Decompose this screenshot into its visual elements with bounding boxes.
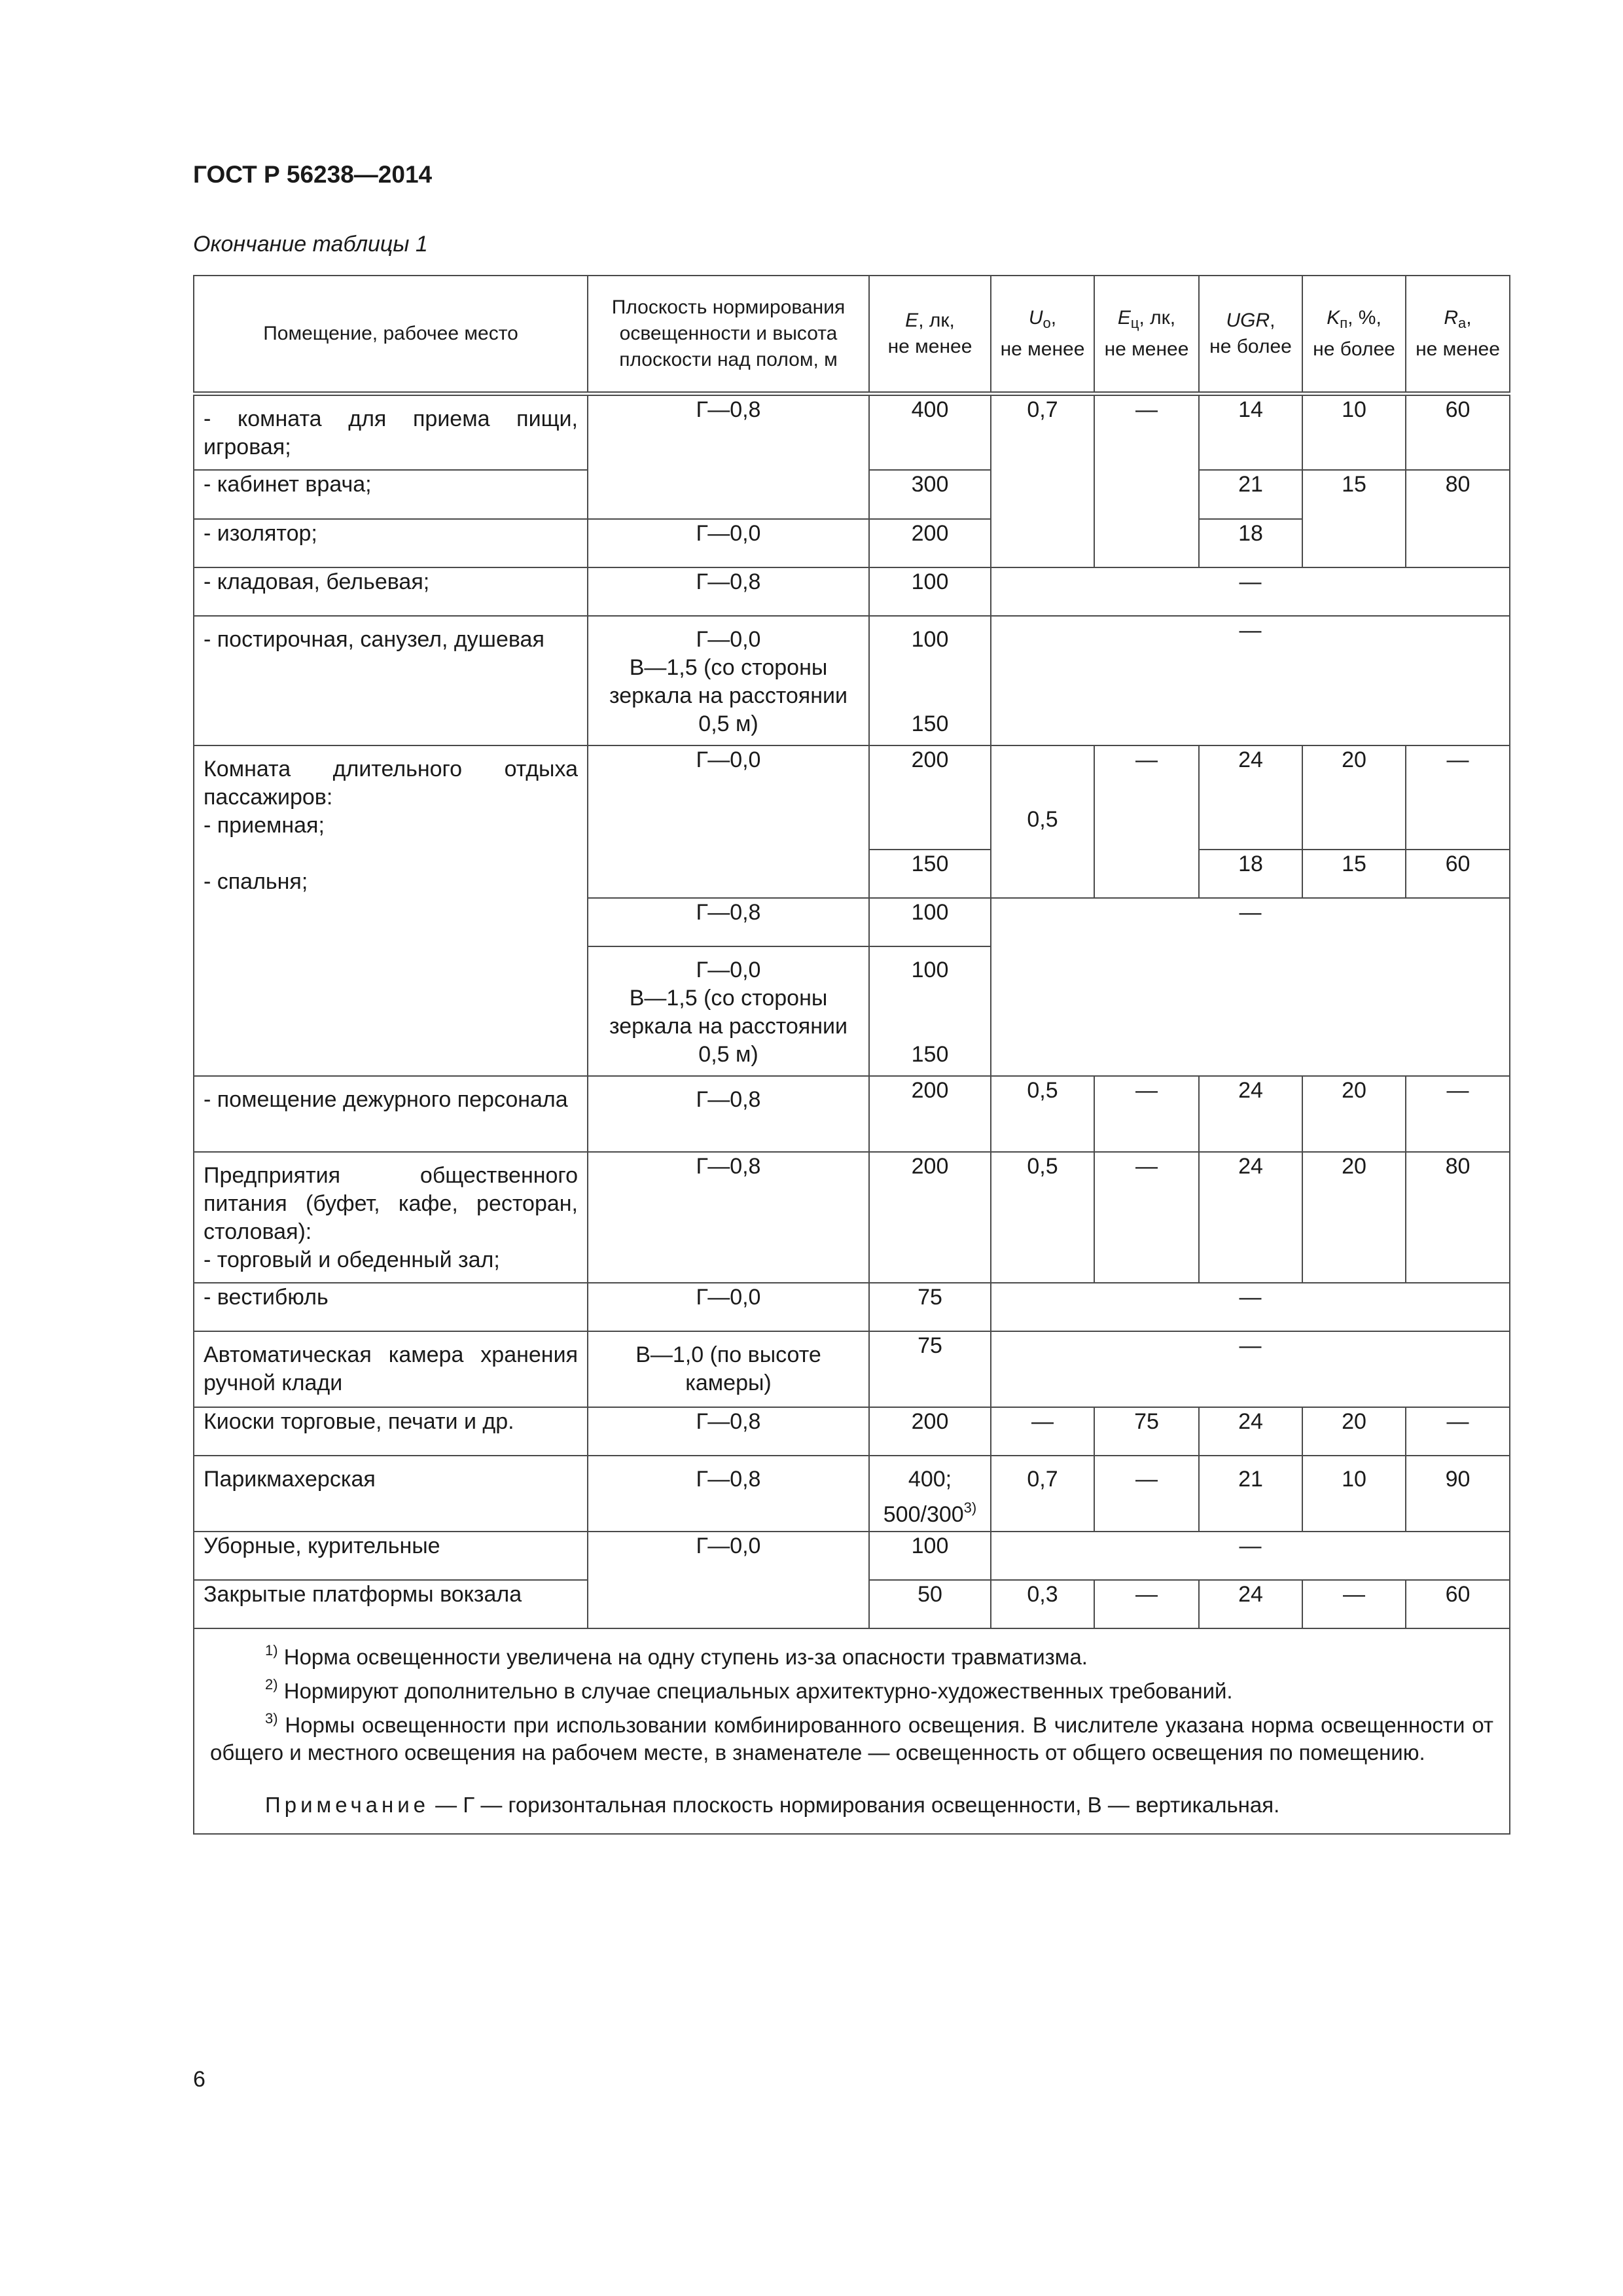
ugr-cell: 18 bbox=[1199, 519, 1302, 567]
e-cell: 200 bbox=[869, 745, 991, 850]
plane-cell: Г—0,8 bbox=[588, 1456, 869, 1532]
room-cell: Автоматическая камера хранения ручной клади bbox=[194, 1331, 588, 1407]
ra-cell: 60 bbox=[1406, 1580, 1510, 1628]
e-cell: 100 150 bbox=[869, 616, 991, 745]
table-row bbox=[194, 567, 1510, 616]
document-code: ГОСТ Р 56238—2014 bbox=[193, 161, 433, 188]
ugr-cell: 24 bbox=[1199, 745, 1302, 850]
ec-cell: — bbox=[1094, 1152, 1199, 1283]
ec-cell: — bbox=[1094, 1456, 1199, 1532]
ugr-cell: 21 bbox=[1199, 470, 1302, 519]
room-cell: - вестибюль bbox=[194, 1283, 588, 1331]
room-cell: - кабинет врача; bbox=[194, 470, 588, 519]
plane-cell: Г—0,8 bbox=[588, 567, 869, 616]
kp-cell: — bbox=[1302, 1580, 1406, 1628]
ugr-cell: 18 bbox=[1199, 850, 1302, 898]
table-row bbox=[194, 1283, 1510, 1331]
table-row bbox=[194, 616, 1510, 745]
not-normed-cell: — bbox=[991, 567, 1510, 616]
kp-cell: 20 bbox=[1302, 1076, 1406, 1152]
table-row bbox=[194, 1331, 1510, 1407]
ra-cell: 80 bbox=[1406, 1152, 1510, 1283]
table-row bbox=[194, 1532, 1510, 1580]
ugr-cell: 24 bbox=[1199, 1407, 1302, 1456]
e-cell: 200 bbox=[869, 1152, 991, 1283]
header-uo: $U_о$, не менее bbox=[991, 276, 1094, 393]
uo-cell: — bbox=[991, 1407, 1094, 1456]
not-normed-cell: — bbox=[991, 1331, 1510, 1407]
header-room: Помещение, рабочее место bbox=[194, 276, 588, 393]
plane-cell: Г—0,8 bbox=[588, 898, 869, 946]
room-cell: - кладовая, бельевая; bbox=[194, 567, 588, 616]
kp-cell: 20 bbox=[1302, 745, 1406, 850]
ra-cell: 60 bbox=[1406, 393, 1510, 470]
e-cell: 50 bbox=[869, 1580, 991, 1628]
ugr-cell: 14 bbox=[1199, 393, 1302, 470]
footnote-1: $^{1)}$ Норма освещенности увеличена на одну ступень из-за опасности травматизма. bbox=[265, 1642, 1088, 1669]
table-row bbox=[194, 1076, 1510, 1152]
ugr-cell: 24 bbox=[1199, 1580, 1302, 1628]
plane-cell: Г—0,8 bbox=[588, 1407, 869, 1456]
uo-cell: 0,7 bbox=[991, 1456, 1094, 1532]
room-cell: - помещение дежурного персонала bbox=[194, 1076, 588, 1152]
e-cell: 100 bbox=[869, 898, 991, 946]
e-cell: 75 bbox=[869, 1283, 991, 1331]
ugr-cell: 24 bbox=[1199, 1076, 1302, 1152]
table-row bbox=[194, 1407, 1510, 1456]
header-ugr: UGR, не более bbox=[1199, 276, 1302, 393]
kp-cell: 10 bbox=[1302, 1456, 1406, 1532]
plane-cell: Г—0,8 bbox=[588, 1152, 869, 1283]
ec-cell: — bbox=[1094, 393, 1199, 567]
ec-cell: 75 bbox=[1094, 1407, 1199, 1456]
uo-cell: 0,7 bbox=[991, 393, 1094, 567]
e-cell: 75 bbox=[869, 1331, 991, 1407]
footnotes-cell bbox=[194, 1628, 1510, 1834]
ec-cell: — bbox=[1094, 1076, 1199, 1152]
ra-cell: 80 bbox=[1406, 470, 1510, 567]
ugr-cell: 21 bbox=[1199, 1456, 1302, 1532]
e-cell: 100 150 bbox=[869, 946, 991, 1076]
plane-cell: Г—0,0 bbox=[588, 1283, 869, 1331]
header-plane: Плоскость нормирования освещенности и высота плоскости над полом, м bbox=[588, 276, 869, 393]
plane-cell: Г—0,0 bbox=[588, 519, 869, 567]
kp-cell: 15 bbox=[1302, 850, 1406, 898]
footnotes-row bbox=[194, 1628, 1510, 1834]
ra-cell: 90 bbox=[1406, 1456, 1510, 1532]
e-cell: 200 bbox=[869, 1076, 991, 1152]
uo-cell: 0,5 bbox=[991, 745, 1094, 898]
table-row bbox=[194, 1456, 1510, 1532]
ra-cell: 60 bbox=[1406, 850, 1510, 898]
e-cell: 100 bbox=[869, 567, 991, 616]
room-cell: - постирочная, санузел, душевая bbox=[194, 616, 588, 745]
kp-cell: 20 bbox=[1302, 1152, 1406, 1283]
header-e: E, лк, не менее bbox=[869, 276, 991, 393]
room-cell: - комната для приема пищи, игровая; bbox=[194, 393, 588, 470]
uo-cell: 0,5 bbox=[991, 1152, 1094, 1283]
plane-cell: Г—0,0 bbox=[588, 1532, 869, 1628]
room-cell: Уборные, курительные bbox=[194, 1532, 588, 1580]
header-row bbox=[194, 276, 1510, 393]
uo-cell: 0,3 bbox=[991, 1580, 1094, 1628]
not-normed-cell: — bbox=[991, 898, 1510, 1076]
e-cell: 200 bbox=[869, 1407, 991, 1456]
ec-cell: — bbox=[1094, 745, 1199, 898]
room-cell: Парикмахерская bbox=[194, 1456, 588, 1532]
not-normed-cell: — bbox=[991, 1283, 1510, 1331]
room-cell: Закрытые платформы вокзала bbox=[194, 1580, 588, 1628]
room-cell: Комната длительного отдыха пассажиров: - приемная; - спальня; bbox=[194, 745, 588, 1076]
ra-cell: — bbox=[1406, 745, 1510, 850]
e-cell: 100 bbox=[869, 1532, 991, 1580]
header-ra: $R_a$, не менее bbox=[1406, 276, 1510, 393]
kp-cell: 15 bbox=[1302, 470, 1406, 567]
lighting-norms-table bbox=[193, 275, 1510, 1835]
uo-cell: 0,5 bbox=[991, 1076, 1094, 1152]
kp-cell: 10 bbox=[1302, 393, 1406, 470]
footnote-2: $^{2)}$ Нормируют дополнительно в случае специальных архитектурно-художественных требований. bbox=[265, 1676, 1233, 1703]
plane-cell: Г—0,0 В—1,5 (со стороны зеркала на расстоянии 0,5 м) bbox=[588, 616, 869, 745]
page-number: 6 bbox=[193, 2067, 205, 2092]
not-normed-cell: — bbox=[991, 616, 1510, 745]
ec-cell: — bbox=[1094, 1580, 1199, 1628]
plane-cell: Г—0,8 bbox=[588, 1076, 869, 1152]
room-cell: - изолятор; bbox=[194, 519, 588, 567]
table-row bbox=[194, 393, 1510, 470]
table-note: Примечание — Г — горизонтальная плоскость нормирования освещенности, В — вертикальная. bbox=[265, 1793, 1280, 1817]
e-cell: 150 bbox=[869, 850, 991, 898]
plane-cell: В—1,0 (по высоте камеры) bbox=[588, 1331, 869, 1407]
e-cell: 200 bbox=[869, 519, 991, 567]
e-cell: 300 bbox=[869, 470, 991, 519]
plane-cell: Г—0,0 bbox=[588, 745, 869, 898]
room-cell: Киоски торговые, печати и др. bbox=[194, 1407, 588, 1456]
plane-cell: Г—0,0 В—1,5 (со стороны зеркала на расстоянии 0,5 м) bbox=[588, 946, 869, 1076]
header-ec: $E_ц$, лк, не менее bbox=[1094, 276, 1199, 393]
not-normed-cell: — bbox=[991, 1532, 1510, 1580]
e-cell: 400 bbox=[869, 393, 991, 470]
header-kp: $K_п$, %, не более bbox=[1302, 276, 1406, 393]
ra-cell: — bbox=[1406, 1076, 1510, 1152]
plane-cell: Г—0,8 bbox=[588, 393, 869, 519]
table-caption: Окончание таблицы 1 bbox=[193, 232, 428, 257]
ra-cell: — bbox=[1406, 1407, 1510, 1456]
room-cell: Предприятия общественного питания (буфет, кафе, ресторан, столовая): - торговый и обеденный зал; bbox=[194, 1152, 588, 1283]
kp-cell: 20 bbox=[1302, 1407, 1406, 1456]
footnote-3: $^{3)}$ Нормы освещенности при использовании комбинированного освещения. В числителе указана норма освещенности от общего и местного освещения на рабочем месте, в знаменателе — освещенность от общего освещения по помещению. bbox=[210, 1710, 1493, 1765]
ugr-cell: 24 bbox=[1199, 1152, 1302, 1283]
table-row bbox=[194, 1152, 1510, 1283]
e-cell: 400; 500/300$^{3)}$ bbox=[869, 1456, 991, 1532]
table-row bbox=[194, 745, 1510, 850]
